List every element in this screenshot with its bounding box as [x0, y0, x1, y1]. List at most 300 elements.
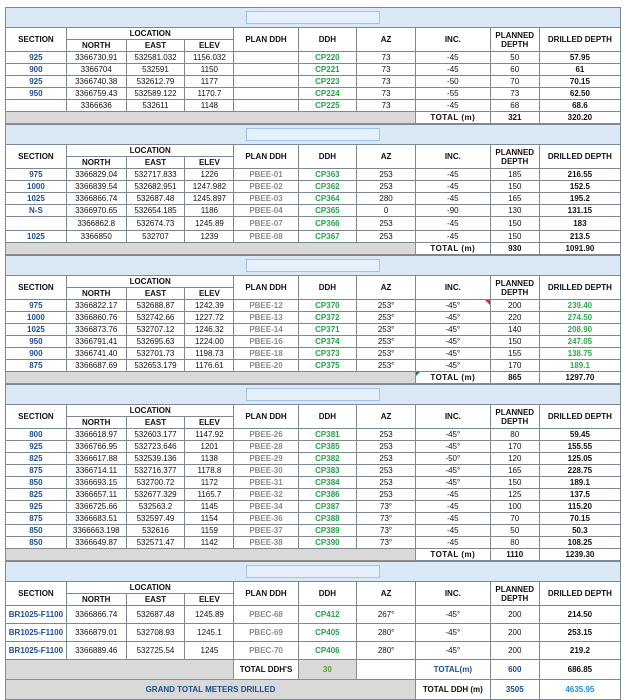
cell-inc: -45 — [415, 100, 490, 112]
cell-inc: -55 — [415, 88, 490, 100]
cell-east: 532707 — [126, 231, 185, 243]
cell-ddh: CP405 — [298, 624, 357, 642]
header-east: EAST — [126, 288, 185, 300]
header-planned-line2: DEPTH — [501, 416, 529, 426]
drill-block-table — [5, 275, 621, 384]
cell-az: 73° — [357, 537, 416, 549]
cell-north: 3366730.91 — [66, 52, 126, 64]
cell-elev: 1245.897 — [185, 193, 234, 205]
table-row — [6, 52, 621, 64]
table-row — [6, 606, 621, 624]
block-band — [5, 384, 621, 404]
cell-section: 925 — [6, 441, 67, 453]
table-row — [6, 477, 621, 489]
cell-section: 825 — [6, 453, 67, 465]
cell-section: 975 — [6, 169, 67, 181]
header-plan-ddh: PLAN DDH — [234, 145, 298, 169]
cell-inc: -45° — [415, 348, 490, 360]
cell-section: 975 — [6, 300, 67, 312]
cell-planned: 125 — [490, 489, 539, 501]
drill-block-table — [5, 581, 621, 700]
cell-section: 875 — [6, 465, 67, 477]
cell-drilled: 138.75 — [539, 348, 620, 360]
cell-ddh: CP371 — [298, 324, 357, 336]
block-band-box — [246, 259, 380, 272]
header-ddh: DDH — [298, 145, 357, 169]
cell-north: 3366766.95 — [66, 441, 126, 453]
cell-inc: -45° — [415, 477, 490, 489]
table-row — [6, 64, 621, 76]
header-elev: ELEV — [185, 594, 234, 606]
cell-ddh: CP412 — [298, 606, 357, 624]
cell-elev: 1245.89 — [185, 217, 234, 231]
cell-ddh: CP388 — [298, 513, 357, 525]
cell-drilled: 208.90 — [539, 324, 620, 336]
header-planned-depth — [490, 145, 539, 169]
cell-az: 280° — [357, 624, 416, 642]
cell-east: 532603.177 — [126, 429, 185, 441]
cell-plan-ddh: PBEE-29 — [234, 453, 298, 465]
cell-plan-ddh: PBEE-26 — [234, 429, 298, 441]
cell-section: 850 — [6, 537, 67, 549]
cell-drilled: 213.5 — [539, 231, 620, 243]
cell-ddh: CP389 — [298, 525, 357, 537]
cell-east: 532581.032 — [126, 52, 185, 64]
cell-east: 532563.2 — [126, 501, 185, 513]
cell-az: 253° — [357, 300, 416, 312]
cell-plan-ddh — [234, 88, 298, 100]
cell-plan-ddh: PBEE-07 — [234, 217, 298, 231]
cell-drilled: 115.20 — [539, 501, 620, 513]
cell-section: 875 — [6, 513, 67, 525]
cell-section: 1000 — [6, 181, 67, 193]
cell-planned: 140 — [490, 324, 539, 336]
table-row — [6, 76, 621, 88]
cell-north: 3366663.198 — [66, 525, 126, 537]
table-row — [6, 205, 621, 217]
cell-az: 253° — [357, 360, 416, 372]
cell-section: 950 — [6, 88, 67, 100]
cell-az: 73° — [357, 525, 416, 537]
header-planned-depth — [490, 582, 539, 606]
cell-east: 532716.377 — [126, 465, 185, 477]
header-location: LOCATION — [66, 405, 234, 417]
header-ddh: DDH — [298, 405, 357, 429]
header-az: AZ — [357, 28, 416, 52]
cell-az: 73 — [357, 64, 416, 76]
cell-inc: -45° — [415, 441, 490, 453]
header-az: AZ — [357, 582, 416, 606]
cell-north: 3366850 — [66, 231, 126, 243]
header-planned-line1: PLANNED — [495, 147, 535, 157]
cell-inc: -45° — [415, 429, 490, 441]
cell-az: 267° — [357, 606, 416, 624]
cell-north: 3366829.04 — [66, 169, 126, 181]
cell-section: BR1025-F1100 — [6, 642, 67, 660]
cell-plan-ddh: PBEC-68 — [234, 606, 298, 624]
cell-drilled: 239.40 — [539, 300, 620, 312]
cell-section: 800 — [6, 429, 67, 441]
cell-planned: 100 — [490, 501, 539, 513]
table-row — [6, 441, 621, 453]
header-ddh: DDH — [298, 582, 357, 606]
cell-planned: 200 — [490, 606, 539, 624]
cell-plan-ddh — [234, 52, 298, 64]
total-row — [6, 549, 621, 561]
cell-planned: 50 — [490, 52, 539, 64]
cell-elev: 1147.92 — [185, 429, 234, 441]
header-east: EAST — [126, 157, 185, 169]
cell-east: 532725.54 — [126, 642, 185, 660]
block-band — [5, 7, 621, 27]
cell-inc: -45 — [415, 52, 490, 64]
table-row — [6, 537, 621, 549]
cell-planned: 220 — [490, 312, 539, 324]
cell-section: BR1025-F1100 — [6, 606, 67, 624]
cell-section: 925 — [6, 501, 67, 513]
cell-drilled: 108.25 — [539, 537, 620, 549]
table-row — [6, 513, 621, 525]
total-label: TOTAL(m) — [415, 660, 490, 680]
cell-planned: 170 — [490, 441, 539, 453]
grand-total-label: GRAND TOTAL METERS DRILLED — [6, 680, 416, 700]
cell-drilled: 61 — [539, 64, 620, 76]
table-row — [6, 501, 621, 513]
total-row — [6, 243, 621, 255]
cell-plan-ddh: PBEE-14 — [234, 324, 298, 336]
total-row — [6, 372, 621, 384]
cell-elev: 1178.8 — [185, 465, 234, 477]
cell-elev: 1227.72 — [185, 312, 234, 324]
drill-summary-sheet — [5, 7, 621, 700]
table-row — [6, 429, 621, 441]
cell-east: 532539.136 — [126, 453, 185, 465]
header-drilled-depth: DRILLED DEPTH — [539, 582, 620, 606]
cell-inc: -45° — [415, 324, 490, 336]
header-drilled-depth: DRILLED DEPTH — [539, 28, 620, 52]
cell-plan-ddh: PBEE-37 — [234, 525, 298, 537]
cell-plan-ddh: PBEC-69 — [234, 624, 298, 642]
header-north: NORTH — [66, 594, 126, 606]
drill-block-table — [5, 404, 621, 561]
cell-planned: 73 — [490, 88, 539, 100]
cell-az: 253 — [357, 477, 416, 489]
cell-inc: -45° — [415, 624, 490, 642]
cell-section: 1025 — [6, 324, 67, 336]
cell-north: 3366791.41 — [66, 336, 126, 348]
total-spacer — [6, 660, 234, 680]
cell-planned: 130 — [490, 205, 539, 217]
header-planned-depth — [490, 276, 539, 300]
cell-ddh: CP406 — [298, 642, 357, 660]
cell-elev: 1145 — [185, 501, 234, 513]
cell-plan-ddh: PBEE-18 — [234, 348, 298, 360]
cell-ddh: CP363 — [298, 169, 357, 181]
cell-drilled: 228.75 — [539, 465, 620, 477]
cell-planned: 150 — [490, 477, 539, 489]
cell-inc: -90 — [415, 205, 490, 217]
header-location: LOCATION — [66, 276, 234, 288]
cell-drilled: 189.1 — [539, 360, 620, 372]
cell-east: 532674.73 — [126, 217, 185, 231]
cell-section: BR1025-F1100 — [6, 624, 67, 642]
cell-inc: -50 — [415, 76, 490, 88]
cell-east: 532701.73 — [126, 348, 185, 360]
cell-east: 532687.48 — [126, 606, 185, 624]
cell-drilled: 274.50 — [539, 312, 620, 324]
cell-east: 532597.49 — [126, 513, 185, 525]
cell-az: 253 — [357, 217, 416, 231]
cell-north: 3366970.65 — [66, 205, 126, 217]
cell-section: 1025 — [6, 193, 67, 205]
cell-inc: -45 — [415, 537, 490, 549]
header-north: NORTH — [66, 40, 126, 52]
header-planned-line1: PLANNED — [495, 584, 535, 594]
header-inc: INC. — [415, 276, 490, 300]
cell-planned: 200 — [490, 300, 539, 312]
cell-ddh: CP382 — [298, 453, 357, 465]
cell-east: 532611 — [126, 100, 185, 112]
cell-inc: -45 — [415, 501, 490, 513]
cell-drilled: 50.3 — [539, 525, 620, 537]
cell-elev: 1245.89 — [185, 606, 234, 624]
cell-east: 532742.66 — [126, 312, 185, 324]
cell-az: 253 — [357, 489, 416, 501]
table-row — [6, 300, 621, 312]
cell-plan-ddh — [234, 100, 298, 112]
cell-section: 900 — [6, 348, 67, 360]
cell-north: 3366866.74 — [66, 606, 126, 624]
total-row — [6, 112, 621, 124]
cell-elev: 1156.032 — [185, 52, 234, 64]
header-elev: ELEV — [185, 288, 234, 300]
table-row — [6, 181, 621, 193]
cell-plan-ddh: PBEE-30 — [234, 465, 298, 477]
cell-plan-ddh: PBEE-32 — [234, 489, 298, 501]
header-section: SECTION — [6, 405, 67, 429]
cell-east: 532717.833 — [126, 169, 185, 181]
total-row — [6, 660, 621, 680]
cell-section: 850 — [6, 525, 67, 537]
cell-ddh: CP223 — [298, 76, 357, 88]
table-row — [6, 642, 621, 660]
cell-east: 532677.329 — [126, 489, 185, 501]
total-drilled: 1297.70 — [539, 372, 620, 384]
cell-drilled: 219.2 — [539, 642, 620, 660]
cell-az: 0 — [357, 205, 416, 217]
cell-az: 280° — [357, 642, 416, 660]
table-row — [6, 348, 621, 360]
header-elev: ELEV — [185, 417, 234, 429]
cell-plan-ddh — [234, 64, 298, 76]
cell-planned: 165 — [490, 465, 539, 477]
block-band — [5, 124, 621, 144]
cell-ddh: CP370 — [298, 300, 357, 312]
cell-plan-ddh: PBEE-16 — [234, 336, 298, 348]
cell-az: 253 — [357, 429, 416, 441]
cell-east: 532700.72 — [126, 477, 185, 489]
total-planned: 930 — [490, 243, 539, 255]
cell-az: 253 — [357, 169, 416, 181]
cell-elev: 1159 — [185, 525, 234, 537]
table-row — [6, 169, 621, 181]
total-drilled: 1239.30 — [539, 549, 620, 561]
cell-north: 3366862.8 — [66, 217, 126, 231]
header-east: EAST — [126, 40, 185, 52]
cell-elev: 1224.00 — [185, 336, 234, 348]
cell-drilled: 183 — [539, 217, 620, 231]
total-label: TOTAL (m) — [415, 549, 490, 561]
cell-elev: 1177 — [185, 76, 234, 88]
header-location: LOCATION — [66, 145, 234, 157]
cell-ddh: CP387 — [298, 501, 357, 513]
cell-inc: -45 — [415, 64, 490, 76]
cell-az: 253° — [357, 324, 416, 336]
header-planned-line1: PLANNED — [495, 407, 535, 417]
cell-elev: 1176.61 — [185, 360, 234, 372]
cell-east: 532589.122 — [126, 88, 185, 100]
total-spacer — [6, 549, 416, 561]
header-az: AZ — [357, 276, 416, 300]
cell-north: 3366839.54 — [66, 181, 126, 193]
cell-section: N-S — [6, 205, 67, 217]
cell-az: 253° — [357, 348, 416, 360]
cell-inc: -45 — [415, 193, 490, 205]
block-band-box — [246, 565, 380, 578]
header-location: LOCATION — [66, 582, 234, 594]
cell-ddh: CP225 — [298, 100, 357, 112]
total-spacer — [6, 243, 416, 255]
cell-drilled: 137.5 — [539, 489, 620, 501]
cell-ddh: CP385 — [298, 441, 357, 453]
cell-az: 73 — [357, 100, 416, 112]
cell-east: 532591 — [126, 64, 185, 76]
cell-north: 3366687.69 — [66, 360, 126, 372]
cell-north: 3366879.01 — [66, 624, 126, 642]
header-inc: INC. — [415, 405, 490, 429]
table-row — [6, 624, 621, 642]
cell-inc: -45 — [415, 489, 490, 501]
cell-east: 532687.48 — [126, 193, 185, 205]
cell-drilled: 155.55 — [539, 441, 620, 453]
cell-elev: 1198.73 — [185, 348, 234, 360]
table-row — [6, 360, 621, 372]
cell-az: 253 — [357, 231, 416, 243]
cell-plan-ddh: PBEC-70 — [234, 642, 298, 660]
cell-section: 925 — [6, 76, 67, 88]
cell-plan-ddh: PBEE-28 — [234, 441, 298, 453]
cell-ddh: CP364 — [298, 193, 357, 205]
cell-az: 253 — [357, 181, 416, 193]
header-planned-line2: DEPTH — [501, 287, 529, 297]
cell-elev: 1246.32 — [185, 324, 234, 336]
total-planned: 865 — [490, 372, 539, 384]
block-band — [5, 255, 621, 275]
grand-total-ddh-value: 3505 — [490, 680, 539, 700]
cell-drilled: 57.95 — [539, 52, 620, 64]
cell-az: 253 — [357, 465, 416, 477]
cell-inc: -45° — [415, 360, 490, 372]
cell-elev: 1226 — [185, 169, 234, 181]
cell-east: 532653.179 — [126, 360, 185, 372]
cell-inc: -45° — [415, 642, 490, 660]
cell-ddh: CP365 — [298, 205, 357, 217]
cell-elev: 1165.7 — [185, 489, 234, 501]
total-label: TOTAL (m) — [415, 243, 490, 255]
cell-section: 925 — [6, 52, 67, 64]
header-north: NORTH — [66, 288, 126, 300]
cell-planned: 150 — [490, 336, 539, 348]
cell-north: 3366889.46 — [66, 642, 126, 660]
cell-east: 532571.47 — [126, 537, 185, 549]
header-section: SECTION — [6, 582, 67, 606]
cell-planned: 50 — [490, 525, 539, 537]
cell-north: 3366873.76 — [66, 324, 126, 336]
cell-ddh: CP362 — [298, 181, 357, 193]
header-drilled-depth: DRILLED DEPTH — [539, 276, 620, 300]
header-az: AZ — [357, 405, 416, 429]
cell-north: 3366740.38 — [66, 76, 126, 88]
cell-north: 3366759.43 — [66, 88, 126, 100]
cell-north: 3366618.97 — [66, 429, 126, 441]
cell-planned: 155 — [490, 348, 539, 360]
cell-ddh: CP220 — [298, 52, 357, 64]
grand-total-row — [6, 680, 621, 700]
cell-east: 532708.93 — [126, 624, 185, 642]
cell-plan-ddh: PBEE-34 — [234, 501, 298, 513]
header-section: SECTION — [6, 28, 67, 52]
cell-north: 3366866.74 — [66, 193, 126, 205]
cell-drilled: 70.15 — [539, 513, 620, 525]
cell-inc: -45° — [415, 312, 490, 324]
cell-planned: 60 — [490, 64, 539, 76]
cell-inc: -45° — [415, 300, 490, 312]
cell-ddh: CP221 — [298, 64, 357, 76]
total-planned: 1110 — [490, 549, 539, 561]
grand-total-ddh-label: TOTAL DDH (m) — [415, 680, 490, 700]
cell-ddh: CP390 — [298, 537, 357, 549]
cell-elev: 1201 — [185, 441, 234, 453]
cell-ddh: CP386 — [298, 489, 357, 501]
cell-ddh: CP366 — [298, 217, 357, 231]
cell-plan-ddh: PBEE-31 — [234, 477, 298, 489]
table-row — [6, 453, 621, 465]
header-planned-line2: DEPTH — [501, 156, 529, 166]
cell-east: 532682.951 — [126, 181, 185, 193]
cell-inc: -45 — [415, 181, 490, 193]
table-row — [6, 193, 621, 205]
cell-planned: 80 — [490, 537, 539, 549]
header-elev: ELEV — [185, 157, 234, 169]
total-drilled: 320.20 — [539, 112, 620, 124]
cell-inc: -45 — [415, 513, 490, 525]
cell-section: 1000 — [6, 312, 67, 324]
cell-section: 950 — [6, 336, 67, 348]
block-band-box — [246, 128, 380, 141]
cell-az: 73 — [357, 76, 416, 88]
cell-planned: 70 — [490, 513, 539, 525]
table-row — [6, 231, 621, 243]
cell-drilled: 214.50 — [539, 606, 620, 624]
cell-planned: 70 — [490, 76, 539, 88]
cell-inc: -45° — [415, 336, 490, 348]
cell-elev: 1247.982 — [185, 181, 234, 193]
cell-plan-ddh: PBEE-03 — [234, 193, 298, 205]
cell-north: 3366649.87 — [66, 537, 126, 549]
table-row — [6, 465, 621, 477]
cell-ddh: CP367 — [298, 231, 357, 243]
cell-ddh: CP224 — [298, 88, 357, 100]
